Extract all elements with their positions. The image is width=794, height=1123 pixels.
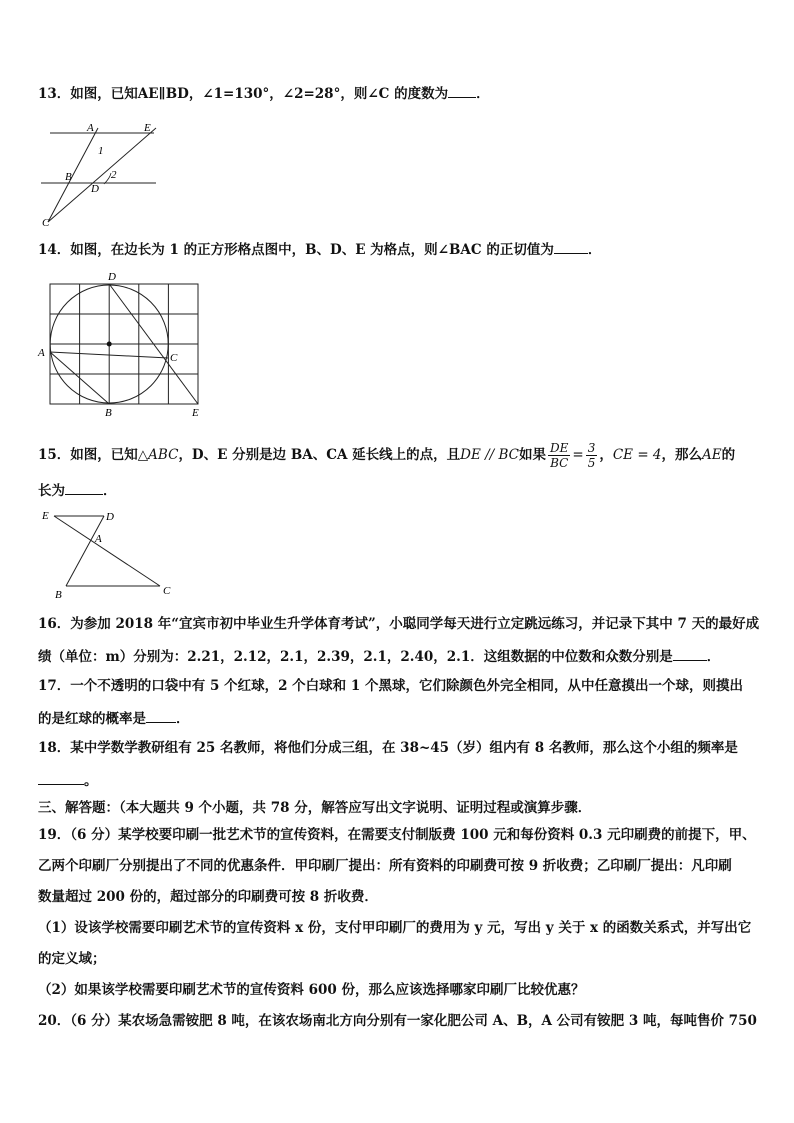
q13-figure	[36, 118, 166, 228]
label-C: C	[163, 585, 171, 597]
q17-text-line1: 17．一个不透明的口袋中有 5 个红球，2 个白球和 1 个黑球，它们除颜色外完全相同，从中任意摸出一个球，则摸出	[38, 678, 743, 694]
answer-blank	[554, 239, 588, 254]
q19-part1-line2: 的定义域；	[38, 951, 106, 967]
q20-text-line1: 20．（6 分）某农场急需铵肥 8 吨，在该农场南北方向分别有一家化肥公司 A、B，A 公司有铵肥 3 吨，每吨售价 750	[38, 1013, 757, 1029]
q19-text-line3: 数量超过 200 份的，超过部分的印刷费可按 8 折收费．	[38, 889, 378, 905]
q19-text-line2: 乙两个印刷厂分别提出了不同的优惠条件．甲印刷厂提出：所有资料的印刷费可按 9 折收费；乙印刷厂提出：凡印刷	[38, 858, 732, 874]
answer-blank	[38, 770, 84, 785]
label-A: A	[38, 347, 45, 359]
q15-figure	[36, 506, 186, 602]
q19-part1-line1: （1）设该学校需要印刷艺术节的宣传资料 x 份，支付甲印刷厂的费用为 y 元，写出 y 关于 x 的函数关系式，并写出它	[38, 920, 752, 936]
answer-blank	[673, 646, 707, 661]
label-D: D	[91, 183, 99, 195]
q19-part2: （2）如果该学校需要印刷艺术节的宣传资料 600 份，那么应该选择哪家印刷厂比较优惠？	[38, 982, 585, 998]
q19-text-line1: 19．（6 分）某学校要印刷一批艺术节的宣传资料，在需要支付制版费 100 元和每份资料 0.3 元印刷费的前提下，甲、	[38, 827, 756, 843]
answer-blank	[448, 83, 476, 98]
label-2: 2	[111, 169, 117, 181]
q16-text-line1: 16．为参加 2018 年“宜宾市初中毕业生升学体育考试”，小聪同学每天进行立定跳远练习，并记录下其中 7 天的最好成	[38, 616, 760, 632]
answer-blank	[146, 708, 176, 723]
label-B: B	[55, 589, 62, 601]
q18-text-line2: 。	[38, 770, 760, 790]
label-B: B	[65, 171, 72, 183]
label-E: E	[42, 510, 49, 522]
q18-text-line1: 18．某中学数学教研组有 25 名教师，将他们分成三组，在 38~45（岁）组内有 8 名教师，那么这个小组的频率是	[38, 740, 738, 756]
label-E: E	[192, 407, 199, 419]
label-D: D	[108, 271, 116, 283]
q13-text: 13．如图，已知AE∥BD，∠1=130°，∠2=28°，则∠C 的度数为 ．	[38, 83, 760, 103]
label-E: E	[144, 122, 151, 134]
q14-figure	[36, 268, 206, 420]
label-D: D	[106, 511, 114, 523]
q15-text-line2: 长为 ．	[38, 480, 760, 500]
q16-text-line2: 绩（单位：m）分别为：2.21，2.12，2.1，2.39，2.1，2.40，2.1．这组数据的中位数和众数分别是 ．	[38, 646, 760, 666]
label-A: A	[95, 533, 102, 545]
label-A: A	[87, 122, 94, 134]
value-fraction: $\frac{3}{5}$	[587, 441, 596, 470]
answer-blank	[65, 480, 103, 495]
q15-text-line1: 15．如图，已知△ABC，D、E 分别是边 BA、CA 延长线上的点，且DE // BC如果 $\frac{DE}{BC}$ = $\frac{3}{5}$ ，CE = 4，那么AE的	[38, 441, 736, 470]
section-3-heading: 三、解答题：（本大题共 9 个小题，共 78 分，解答应写出文字说明、证明过程或演算步骤．	[38, 800, 592, 816]
ratio-fraction: $\frac{DE}{BC}$	[550, 441, 569, 470]
label-B: B	[105, 407, 112, 419]
label-C: C	[170, 352, 178, 364]
label-C: C	[42, 217, 50, 228]
q17-text-line2: 的是红球的概率是 ．	[38, 708, 760, 728]
label-1: 1	[98, 145, 104, 157]
q14-text: 14．如图，在边长为 1 的正方形格点图中，B、D、E 为格点，则∠BAC 的正切值为 ．	[38, 239, 760, 259]
